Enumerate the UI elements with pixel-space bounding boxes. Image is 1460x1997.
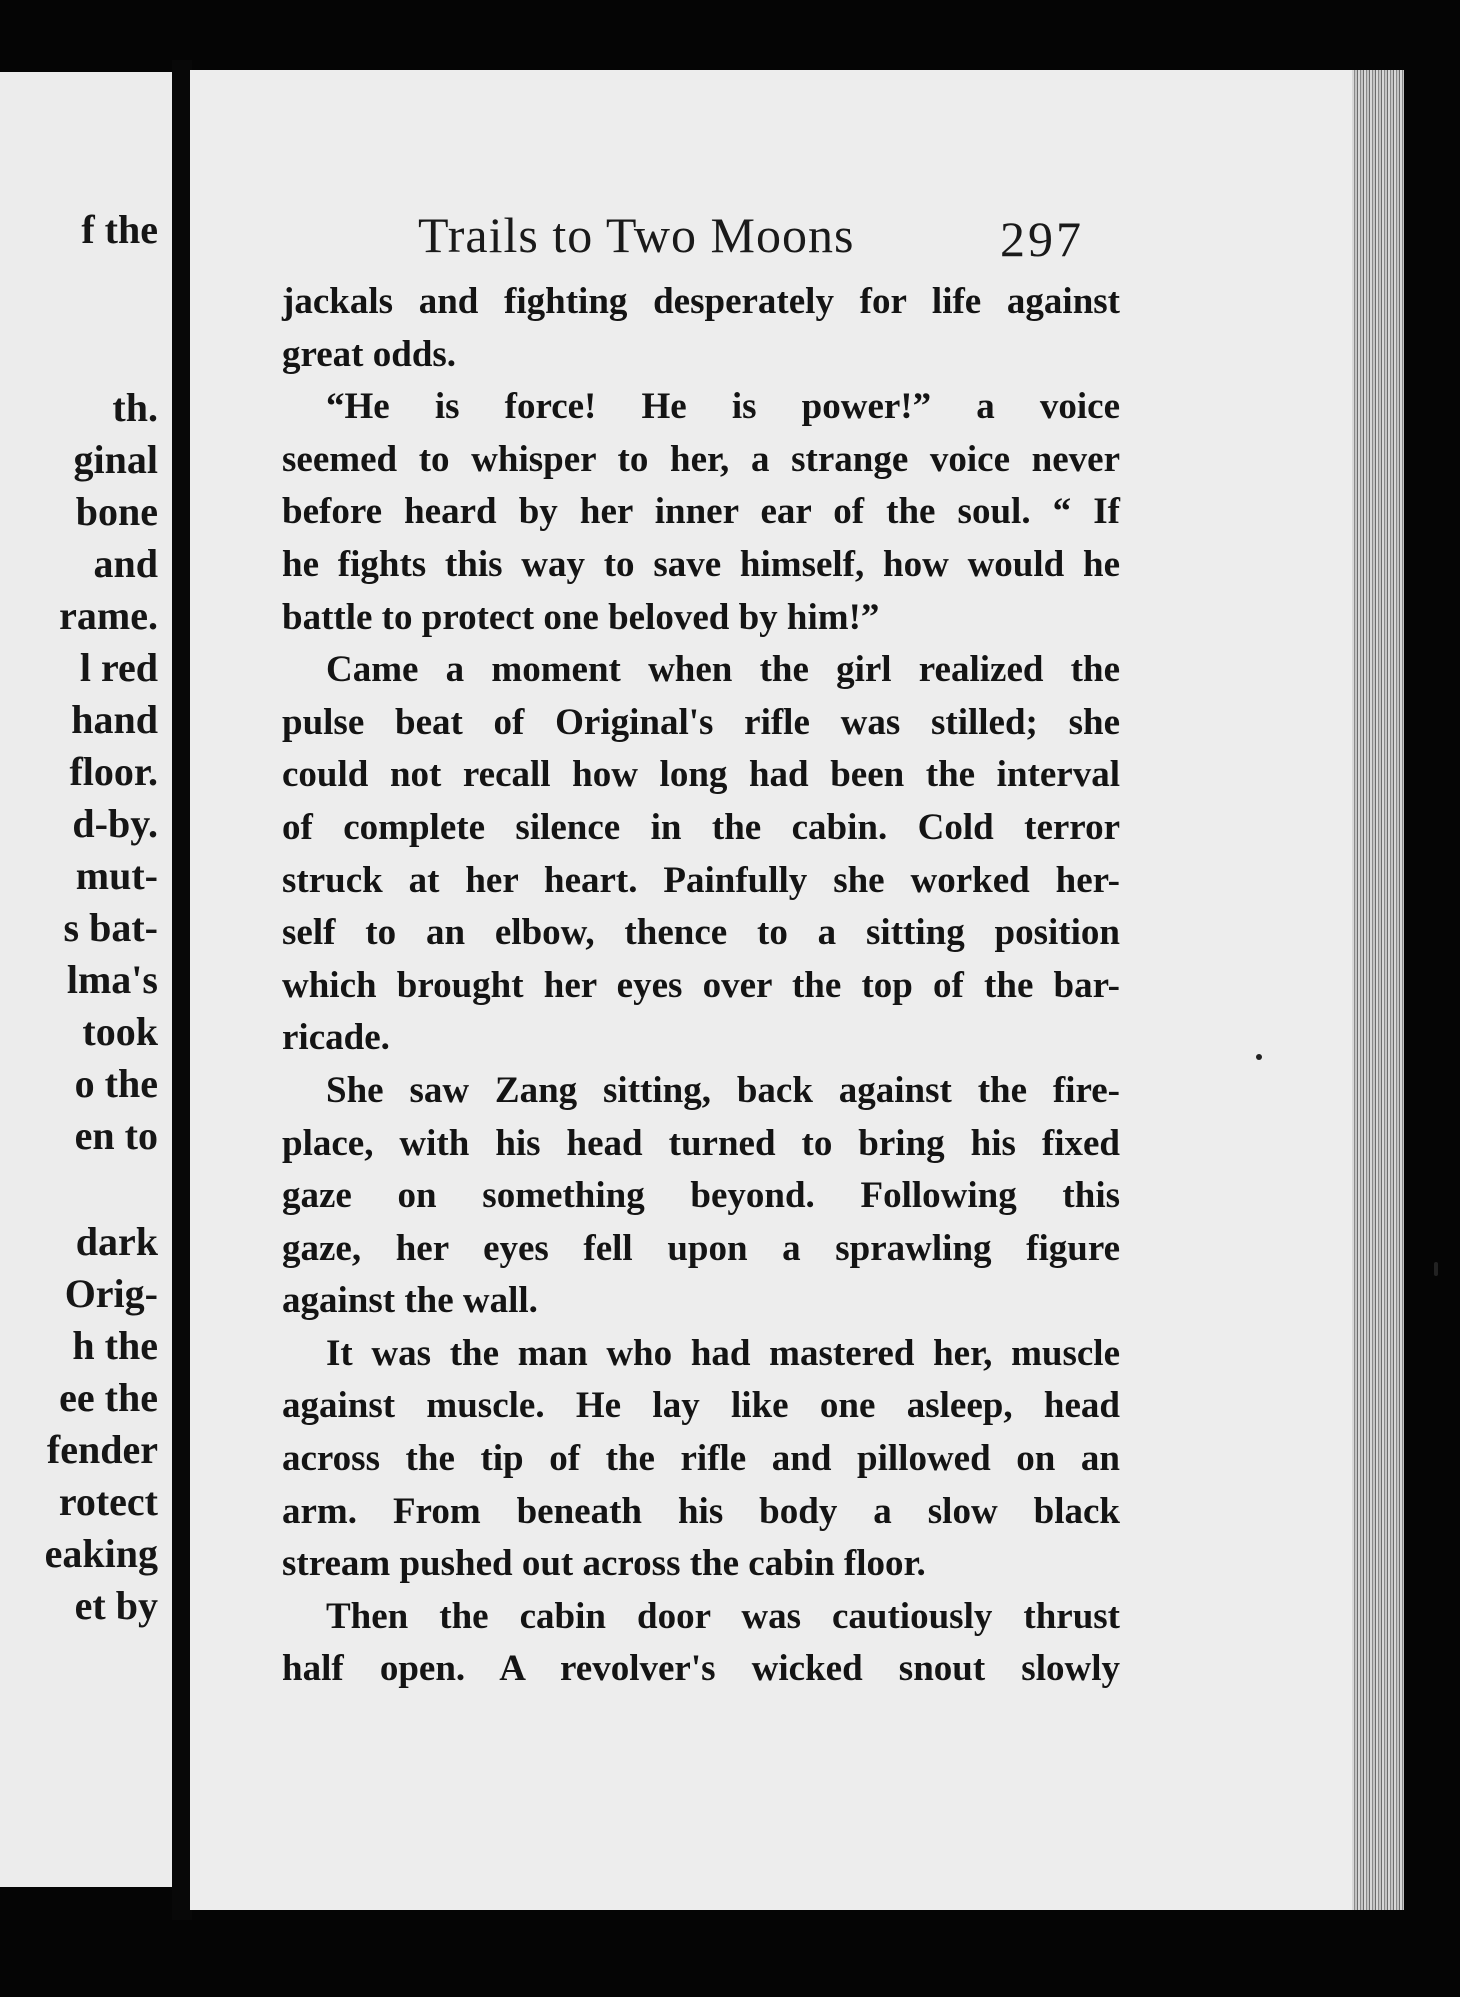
text-line: gaze on something beyond. Following this xyxy=(282,1175,1120,1217)
left-page-line: o the xyxy=(74,1061,158,1106)
left-page-line: ee the xyxy=(59,1375,158,1420)
text-line: She saw Zang sitting, back against the fire- xyxy=(326,1069,1120,1111)
text-line: great odds. xyxy=(282,333,457,375)
text-line: gaze, her eyes fell upon a sprawling figure xyxy=(282,1227,1120,1269)
left-page-line: took xyxy=(82,1009,158,1054)
page-number: 297 xyxy=(1000,211,1084,267)
left-page-line: l red xyxy=(79,645,158,690)
body-text xyxy=(282,276,1120,1696)
text-line: against muscle. He lay like one asleep, head xyxy=(282,1385,1120,1427)
left-page-line: hand xyxy=(71,697,158,742)
left-page-line: dark xyxy=(75,1219,158,1264)
left-page-line: lma's xyxy=(66,957,158,1002)
text-line: pulse beat of Original's rifle was stilled; she xyxy=(282,701,1120,743)
left-page-line: et by xyxy=(74,1583,158,1628)
left-page-line: h the xyxy=(72,1323,158,1368)
left-page-line: rame. xyxy=(59,593,158,638)
text-line: battle to protect one beloved by him!” xyxy=(282,596,880,638)
left-facing-page xyxy=(0,72,172,1887)
left-page-line: s bat- xyxy=(63,905,158,950)
left-page-line: f the xyxy=(81,207,158,252)
left-page-line: mut- xyxy=(75,853,158,898)
left-page-line: bone xyxy=(75,489,158,534)
text-line: half open. A revolver's wicked snout slowly xyxy=(282,1648,1120,1690)
text-line: stream pushed out across the cabin floor. xyxy=(282,1543,926,1585)
left-page-line: fender xyxy=(46,1427,158,1472)
text-line: arm. From beneath his body a slow black xyxy=(282,1490,1120,1532)
left-page-line: ginal xyxy=(73,437,158,482)
running-head: Trails to Two Moons xyxy=(418,207,855,263)
scan-speck xyxy=(1434,1262,1438,1276)
text-line: struck at her heart. Painfully she worked her- xyxy=(282,859,1120,901)
left-page-line: Orig- xyxy=(64,1271,158,1316)
left-page-line: and xyxy=(93,541,158,586)
left-page-line: en to xyxy=(74,1113,158,1158)
text-line: before heard by her inner ear of the soul. “ If xyxy=(282,491,1120,533)
text-line: “He is force! He is power!” a voice xyxy=(326,386,1120,428)
text-line: of complete silence in the cabin. Cold terror xyxy=(282,806,1120,848)
text-line: he fights this way to save himself, how would he xyxy=(282,543,1120,585)
left-page-line: d-by. xyxy=(72,801,158,846)
text-line: ricade. xyxy=(282,1017,390,1059)
text-line: across the tip of the rifle and pillowed on an xyxy=(282,1438,1120,1480)
text-line: Came a moment when the girl realized the xyxy=(326,649,1120,691)
left-page-line: th. xyxy=(112,385,158,430)
left-page-line: floor. xyxy=(69,749,158,794)
left-page-line: eaking xyxy=(44,1531,158,1576)
text-line: seemed to whisper to her, a strange voice never xyxy=(282,438,1120,480)
text-line: self to an elbow, thence to a sitting position xyxy=(282,912,1120,954)
text-line: place, with his head turned to bring his fixed xyxy=(282,1122,1120,1164)
text-line: jackals and fighting desperately for life against xyxy=(282,281,1120,322)
text-line: against the wall. xyxy=(282,1280,538,1322)
page-edges xyxy=(1352,70,1404,1910)
text-line: Then the cabin door was cautiously thrust xyxy=(326,1595,1120,1637)
text-line: could not recall how long had been the interval xyxy=(282,754,1120,796)
text-line: which brought her eyes over the top of the bar- xyxy=(282,964,1120,1006)
left-page-line: rotect xyxy=(58,1479,158,1524)
scan-speck xyxy=(1256,1054,1262,1060)
book-gutter xyxy=(172,60,192,1920)
text-line: It was the man who had mastered her, muscle xyxy=(326,1332,1120,1374)
